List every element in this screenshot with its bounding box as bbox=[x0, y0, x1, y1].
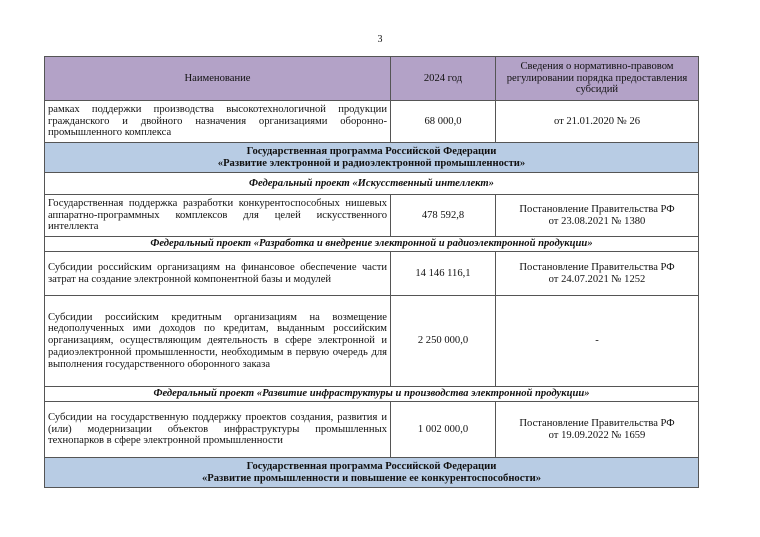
row-name: рамках поддержки производства высокотехнологичной продукции гражданского и двойного назначения организациями оборонно-промышленного комплекса bbox=[45, 101, 391, 143]
table-row bbox=[45, 252, 699, 296]
program-line1: Государственная программа Российской Федерации bbox=[246, 460, 497, 472]
row-regulation: - bbox=[496, 296, 699, 387]
row-regulation: от 21.01.2020 № 26 bbox=[496, 101, 699, 143]
program-title bbox=[45, 458, 699, 488]
program-title bbox=[45, 143, 699, 173]
project-row bbox=[45, 387, 699, 402]
program-row bbox=[45, 458, 699, 488]
row-name: Государственная поддержка разработки конкурентоспособных нишевых аппаратно-программных комплексов для целей искусственного интеллекта bbox=[45, 195, 391, 237]
header-regulation: Сведения о нормативно-правовом регулировании порядка предоставления субсидий bbox=[496, 57, 699, 101]
regulation-line2: от 19.09.2022 № 1659 bbox=[548, 429, 646, 441]
row-name: Субсидии на государственную поддержку проектов создания, развития и (или) модернизации объектов инфраструктуры промышленных технопарков в сфере электронной промышленности bbox=[45, 402, 391, 458]
project-title: Федеральный проект «Развитие инфраструктуры и производства электронной продукции» bbox=[45, 387, 699, 402]
row-amount: 2 250 000,0 bbox=[391, 296, 496, 387]
row-amount: 14 146 116,1 bbox=[391, 252, 496, 296]
regulation-line2: от 23.08.2021 № 1380 bbox=[548, 215, 646, 227]
program-line2: «Развитие электронной и радиоэлектронной промышленности» bbox=[217, 157, 526, 169]
table-header-row bbox=[45, 57, 699, 101]
page-number: 3 bbox=[377, 34, 383, 45]
regulation-line1: Постановление Правительства РФ bbox=[519, 261, 675, 273]
regulation-line1: Постановление Правительства РФ bbox=[519, 203, 675, 215]
row-regulation bbox=[496, 402, 699, 458]
program-row bbox=[45, 143, 699, 173]
table-row bbox=[45, 101, 699, 143]
row-amount: 478 592,8 bbox=[391, 195, 496, 237]
table-row bbox=[45, 195, 699, 237]
regulation-line2: от 24.07.2021 № 1252 bbox=[548, 273, 646, 285]
row-regulation bbox=[496, 252, 699, 296]
project-title: Федеральный проект «Разработка и внедрение электронной и радиоэлектронной продукции» bbox=[45, 237, 699, 252]
table-row bbox=[45, 296, 699, 387]
row-amount: 68 000,0 bbox=[391, 101, 496, 143]
program-line2: «Развитие промышленности и повышение ее конкурентоспособности» bbox=[201, 472, 542, 484]
regulation-line1: Постановление Правительства РФ bbox=[519, 417, 675, 429]
row-name: Субсидии российским кредитным организациям на возмещение недополученных ими доходов по кредитам, выданным российским организациям, осуществляющим деятельность в сфере электронной и радиоэлектронной промышленности, необходимым в первую очередь для выполнения государственного оборонного заказа bbox=[45, 296, 391, 387]
program-line1: Государственная программа Российской Федерации bbox=[246, 145, 497, 157]
row-amount: 1 002 000,0 bbox=[391, 402, 496, 458]
row-regulation bbox=[496, 195, 699, 237]
header-year: 2024 год bbox=[391, 57, 496, 101]
project-title: Федеральный проект «Искусственный интеллект» bbox=[45, 173, 699, 195]
header-name: Наименование bbox=[45, 57, 391, 101]
subsidies-table bbox=[44, 56, 699, 488]
project-row bbox=[45, 237, 699, 252]
project-row bbox=[45, 173, 699, 195]
row-name: Субсидии российским организациям на финансовое обеспечение части затрат на создание электронной компонентной базы и модулей bbox=[45, 252, 391, 296]
table-row bbox=[45, 402, 699, 458]
